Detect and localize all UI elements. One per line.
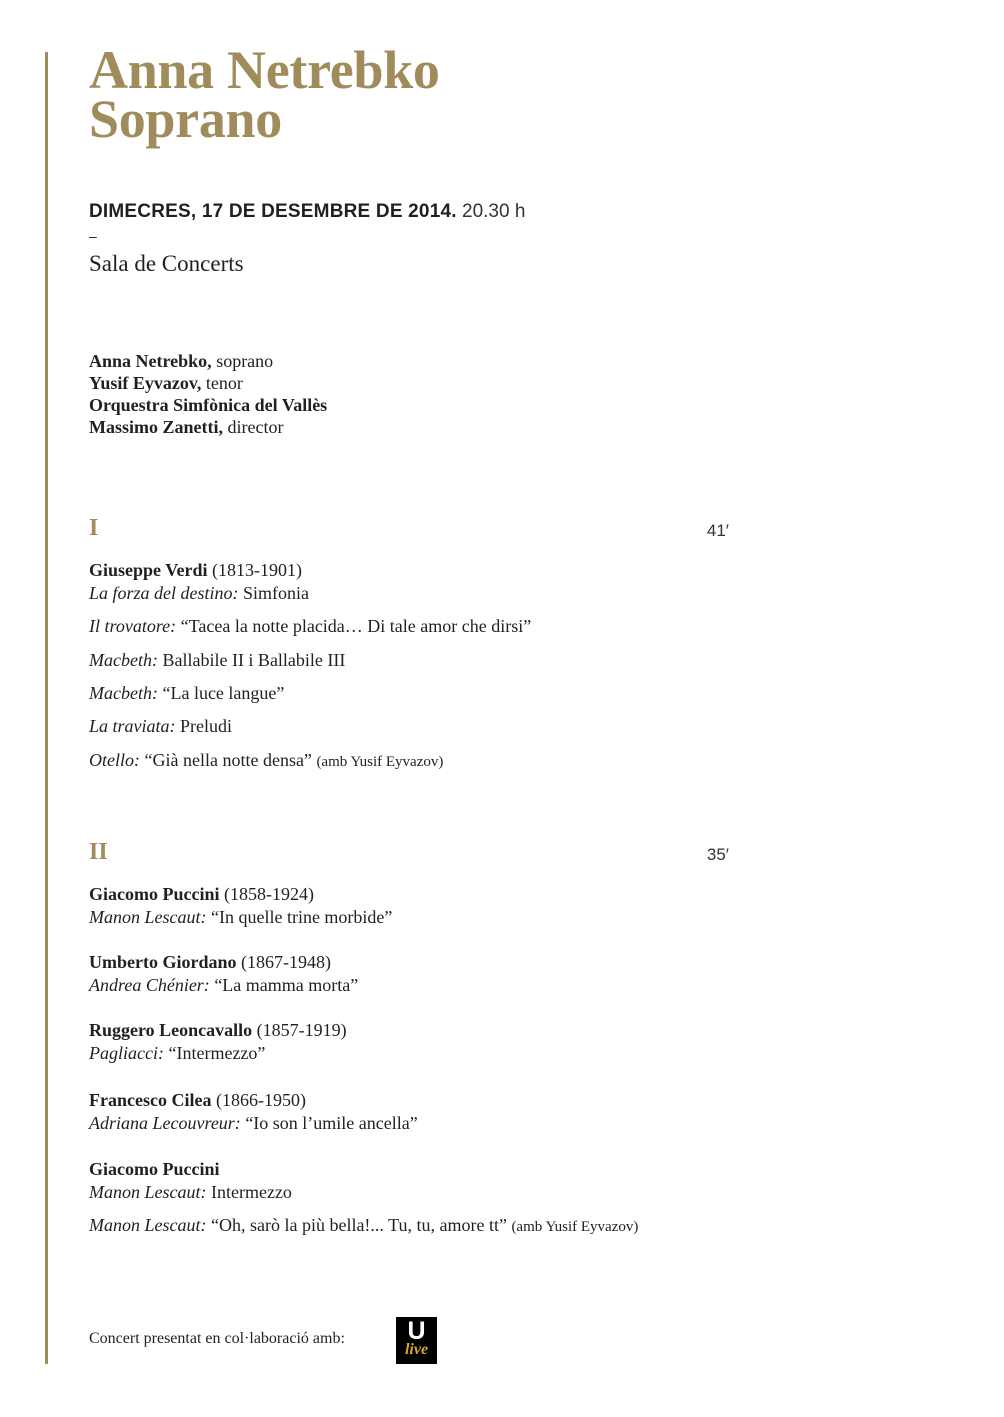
piece-title: Preludi [180, 716, 233, 736]
performer [89, 394, 327, 416]
opera-title: Manon Lescaut: [89, 1182, 207, 1202]
page-title [89, 40, 440, 149]
composer-name: Giacomo Puccini [89, 1159, 220, 1179]
composer-dates: (1866-1950) [215, 1090, 306, 1110]
separator-dash: – [89, 228, 97, 244]
title-artist: Anna Netrebko [89, 40, 440, 100]
composer-dates: (1857-1919) [256, 1020, 347, 1040]
piece-title: “In quelle trine morbide” [210, 907, 393, 927]
composer-line [89, 884, 314, 905]
piece-title: “Io son l’umile ancella” [245, 1113, 418, 1133]
performer [89, 372, 327, 394]
composer-name: Giacomo Puccini [89, 884, 220, 904]
performer [89, 416, 327, 438]
composer-name: Ruggero Leoncavallo [89, 1020, 253, 1040]
piece-title: “La mamma morta” [214, 975, 359, 995]
composer-line [89, 560, 302, 581]
work-line [89, 1113, 418, 1134]
composer-line [89, 1020, 347, 1041]
opera-title: Andrea Chénier: [89, 975, 210, 995]
opera-title: Macbeth: [89, 683, 158, 703]
ulive-logo-icon [396, 1317, 437, 1364]
opera-title: Manon Lescaut: [89, 907, 207, 927]
piece-title: “Già nella notte densa” [144, 750, 312, 770]
work-line [89, 750, 443, 771]
opera-title: Pagliacci: [89, 1043, 164, 1063]
performer-name: Anna Netrebko, [89, 351, 212, 371]
performer [89, 350, 327, 372]
piece-title: “La luce langue” [162, 683, 285, 703]
performer-name: Orquestra Simfònica del Vallès [89, 395, 328, 415]
logo-u: U [407, 1317, 426, 1345]
composer-dates: (1867-1948) [241, 952, 331, 972]
work-line [89, 1182, 292, 1203]
opera-title: Otello: [89, 750, 140, 770]
accent-bar [45, 52, 48, 1364]
composer-line [89, 1090, 306, 1111]
part-number: I [89, 515, 99, 541]
piece-title: “Tacea la notte placida… Di tale amor che dirsi” [180, 616, 532, 636]
part-duration: 41′ [706, 521, 729, 540]
performer-role: soprano [216, 351, 274, 371]
composer-name: Giuseppe Verdi [89, 560, 208, 580]
part-duration: 35′ [706, 845, 729, 864]
work-line [89, 975, 358, 996]
work-line [89, 683, 284, 704]
performer-name: Massimo Zanetti, [89, 417, 223, 437]
date-text: DIMECRES, 17 DE DESEMBRE DE 2014. [89, 201, 457, 222]
collaboration-text: Concert presentat en col·laboració amb: [89, 1330, 345, 1347]
performer-name: Yusif Eyvazov, [89, 373, 202, 393]
work-line [89, 583, 309, 604]
opera-title: La traviata: [89, 716, 176, 736]
performer-role: director [227, 417, 284, 437]
work-line [89, 650, 345, 671]
composer-name: Francesco Cilea [89, 1090, 212, 1110]
opera-title: Macbeth: [89, 650, 158, 670]
piece-title: “Intermezzo” [168, 1043, 266, 1063]
work-line [89, 716, 232, 737]
piece-title: Ballabile II i Ballabile III [162, 650, 346, 670]
performer-role: tenor [205, 373, 243, 393]
logo-live: live [404, 1341, 429, 1358]
time-text: 20.30 h [462, 201, 526, 222]
piece-title: “Oh, sarò la più bella!... Tu, tu, amore tt” [210, 1215, 507, 1235]
composer-line [89, 952, 331, 973]
work-note: (amb Yusif Eyvazov) [316, 754, 444, 770]
part-header [89, 515, 729, 545]
opera-title: La forza del destino: [89, 583, 239, 603]
composer-dates: (1813-1901) [212, 560, 303, 580]
opera-title: Adriana Lecouvreur: [89, 1113, 241, 1133]
composer-dates: (1858-1924) [223, 884, 314, 904]
composer-line [89, 1159, 219, 1180]
opera-title: Manon Lescaut: [89, 1215, 207, 1235]
work-line [89, 907, 392, 928]
performers-list [89, 350, 327, 438]
part-number: II [89, 839, 108, 865]
part-header [89, 839, 729, 869]
piece-title: Intermezzo [210, 1182, 292, 1202]
work-note: (amb Yusif Eyvazov) [511, 1219, 639, 1235]
work-line [89, 1043, 265, 1064]
opera-title: Il trovatore: [89, 616, 177, 636]
composer-name: Umberto Giordano [89, 952, 237, 972]
work-line [89, 1215, 638, 1236]
piece-title: Simfonia [243, 583, 310, 603]
work-line [89, 616, 531, 637]
venue: Sala de Concerts [89, 251, 244, 276]
title-voice: Soprano [89, 89, 282, 149]
event-date [89, 201, 525, 223]
